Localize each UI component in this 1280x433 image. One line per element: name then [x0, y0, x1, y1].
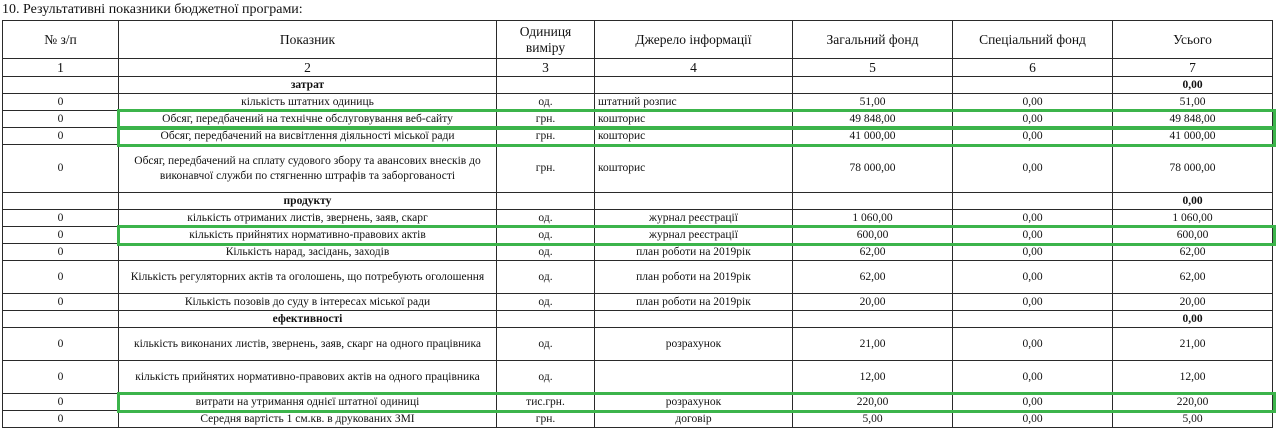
special-fund-cell	[953, 77, 1113, 94]
unit-cell: од.	[497, 94, 595, 111]
row-number-cell	[3, 193, 119, 210]
total-cell: 1 060,00	[1113, 210, 1273, 227]
row-number-cell: 0	[3, 394, 119, 411]
section-total: 0,00	[1113, 193, 1273, 210]
header-row	[3, 21, 1273, 59]
indicator-name-cell: Кількість нарад, засідань, заходів	[119, 244, 497, 261]
source-cell: план роботи на 2019рік	[595, 261, 793, 294]
unit-cell	[497, 193, 595, 210]
source-cell: розрахунок	[595, 328, 793, 361]
general-fund-cell: 62,00	[793, 261, 953, 294]
special-fund-cell: 0,00	[953, 244, 1113, 261]
special-fund-cell: 0,00	[953, 328, 1113, 361]
row-number-cell: 0	[3, 128, 119, 145]
indicator-name-cell: кількість виконаних листів, звернень, заяв, скарг на одного працівника	[119, 328, 497, 361]
row-number-cell: 0	[3, 145, 119, 193]
section-total: 0,00	[1113, 77, 1273, 94]
special-fund-cell: 0,00	[953, 294, 1113, 311]
section-heading: 10. Результативні показники бюджетної програми:	[2, 2, 303, 17]
special-fund-cell: 0,00	[953, 94, 1113, 111]
unit-cell: од.	[497, 328, 595, 361]
total-cell: 12,00	[1113, 361, 1273, 394]
general-fund-cell: 1 060,00	[793, 210, 953, 227]
table-row	[3, 227, 1273, 244]
total-cell: 600,00	[1113, 227, 1273, 244]
row-number-cell: 0	[3, 111, 119, 128]
indicator-name-cell: Обсяг, передбачений на висвітлення діяльності міської ради	[119, 128, 497, 145]
total-cell: 41 000,00	[1113, 128, 1273, 145]
column-number: 6	[953, 59, 1113, 77]
row-number-cell: 0	[3, 411, 119, 428]
unit-cell: од.	[497, 227, 595, 244]
column-number: 2	[119, 59, 497, 77]
indicator-name-cell: Обсяг, передбачений на сплату судового збору та авансових внесків до виконавчої служби по стягненню штрафів та заборгованості	[119, 145, 497, 193]
unit-cell: од.	[497, 244, 595, 261]
source-cell: кошторис	[595, 111, 793, 128]
column-number: 5	[793, 59, 953, 77]
general-fund-cell	[793, 311, 953, 328]
row-number-cell: 0	[3, 244, 119, 261]
column-number: 7	[1113, 59, 1273, 77]
column-number: 3	[497, 59, 595, 77]
source-cell	[595, 311, 793, 328]
total-cell: 220,00	[1113, 394, 1273, 411]
unit-cell: од.	[497, 210, 595, 227]
section-title: продукту	[119, 193, 497, 210]
column-header: Джерело інформації	[595, 21, 793, 59]
indicator-name-cell: кількість прийнятих нормативно-правових актів на одного працівника	[119, 361, 497, 394]
row-number-cell: 0	[3, 210, 119, 227]
column-header: Усього	[1113, 21, 1273, 59]
general-fund-cell: 51,00	[793, 94, 953, 111]
performance-indicators-table	[2, 20, 1273, 428]
unit-cell: грн.	[497, 145, 595, 193]
indicator-name-cell: кількість прийнятих нормативно-правових актів	[119, 227, 497, 244]
unit-cell: грн.	[497, 128, 595, 145]
source-cell: план роботи на 2019рік	[595, 294, 793, 311]
table-row	[3, 111, 1273, 128]
source-cell: розрахунок	[595, 394, 793, 411]
special-fund-cell: 0,00	[953, 111, 1113, 128]
indicator-name-cell: Обсяг, передбачений на технічне обслуговування веб-сайту	[119, 111, 497, 128]
row-number-cell	[3, 77, 119, 94]
general-fund-cell: 20,00	[793, 294, 953, 311]
row-number-cell: 0	[3, 294, 119, 311]
total-cell: 62,00	[1113, 244, 1273, 261]
table-row	[3, 210, 1273, 227]
special-fund-cell: 0,00	[953, 227, 1113, 244]
general-fund-cell: 21,00	[793, 328, 953, 361]
general-fund-cell: 62,00	[793, 244, 953, 261]
table-row	[3, 244, 1273, 261]
general-fund-cell: 600,00	[793, 227, 953, 244]
unit-cell: грн.	[497, 411, 595, 428]
special-fund-cell: 0,00	[953, 394, 1113, 411]
table-row	[3, 128, 1273, 145]
column-number: 1	[3, 59, 119, 77]
unit-cell	[497, 77, 595, 94]
total-cell: 62,00	[1113, 261, 1273, 294]
special-fund-cell: 0,00	[953, 261, 1113, 294]
general-fund-cell	[793, 77, 953, 94]
table-row	[3, 411, 1273, 428]
section-row	[3, 77, 1273, 94]
row-number-cell: 0	[3, 227, 119, 244]
general-fund-cell: 49 848,00	[793, 111, 953, 128]
column-header: Показник	[119, 21, 497, 59]
source-cell: штатний розпис	[595, 94, 793, 111]
source-cell: договір	[595, 411, 793, 428]
column-header: № з/п	[3, 21, 119, 59]
row-number-cell: 0	[3, 361, 119, 394]
general-fund-cell: 5,00	[793, 411, 953, 428]
source-cell	[595, 77, 793, 94]
row-number-cell: 0	[3, 261, 119, 294]
unit-cell: грн.	[497, 111, 595, 128]
special-fund-cell: 0,00	[953, 145, 1113, 193]
table-row	[3, 94, 1273, 111]
indicator-name-cell: кількість штатних одиниць	[119, 94, 497, 111]
indicator-name-cell: витрати на утримання однієї штатної одиниці	[119, 394, 497, 411]
table-row	[3, 294, 1273, 311]
source-cell: журнал реєстрації	[595, 210, 793, 227]
indicator-name-cell: Кількість позовів до суду в інтересах міської ради	[119, 294, 497, 311]
section-row	[3, 193, 1273, 210]
column-header: Одиниця виміру	[497, 21, 595, 59]
total-cell: 20,00	[1113, 294, 1273, 311]
section-total: 0,00	[1113, 311, 1273, 328]
unit-cell	[497, 311, 595, 328]
source-cell	[595, 193, 793, 210]
general-fund-cell	[793, 193, 953, 210]
section-title: затрат	[119, 77, 497, 94]
special-fund-cell	[953, 311, 1113, 328]
table-row	[3, 261, 1273, 294]
table-body	[3, 77, 1273, 428]
unit-cell: од.	[497, 261, 595, 294]
performance-indicators-table-wrap	[2, 20, 1272, 428]
indicator-name-cell: Кількість регуляторних актів та оголошень, що потребують оголошення	[119, 261, 497, 294]
row-number-cell: 0	[3, 328, 119, 361]
column-number: 4	[595, 59, 793, 77]
general-fund-cell: 220,00	[793, 394, 953, 411]
indicator-name-cell: Середня вартість 1 см.кв. в друкованих ЗМІ	[119, 411, 497, 428]
column-header: Загальний фонд	[793, 21, 953, 59]
source-cell: кошторис	[595, 128, 793, 145]
indicator-name-cell: кількість отриманих листів, звернень, заяв, скарг	[119, 210, 497, 227]
special-fund-cell	[953, 193, 1113, 210]
table-row	[3, 394, 1273, 411]
unit-cell: од.	[497, 361, 595, 394]
source-cell: план роботи на 2019рік	[595, 244, 793, 261]
section-row	[3, 311, 1273, 328]
source-cell: журнал реєстрації	[595, 227, 793, 244]
column-header: Спеціальний фонд	[953, 21, 1113, 59]
source-cell: кошторис	[595, 145, 793, 193]
special-fund-cell: 0,00	[953, 210, 1113, 227]
source-cell	[595, 361, 793, 394]
unit-cell: од.	[497, 294, 595, 311]
unit-cell: тис.грн.	[497, 394, 595, 411]
special-fund-cell: 0,00	[953, 128, 1113, 145]
column-number-row	[3, 59, 1273, 77]
section-title: ефективності	[119, 311, 497, 328]
row-number-cell: 0	[3, 94, 119, 111]
total-cell: 49 848,00	[1113, 111, 1273, 128]
general-fund-cell: 78 000,00	[793, 145, 953, 193]
table-row	[3, 361, 1273, 394]
total-cell: 78 000,00	[1113, 145, 1273, 193]
total-cell: 51,00	[1113, 94, 1273, 111]
table-row	[3, 145, 1273, 193]
total-cell: 21,00	[1113, 328, 1273, 361]
total-cell: 5,00	[1113, 411, 1273, 428]
special-fund-cell: 0,00	[953, 361, 1113, 394]
general-fund-cell: 12,00	[793, 361, 953, 394]
special-fund-cell: 0,00	[953, 411, 1113, 428]
general-fund-cell: 41 000,00	[793, 128, 953, 145]
row-number-cell	[3, 311, 119, 328]
table-row	[3, 328, 1273, 361]
